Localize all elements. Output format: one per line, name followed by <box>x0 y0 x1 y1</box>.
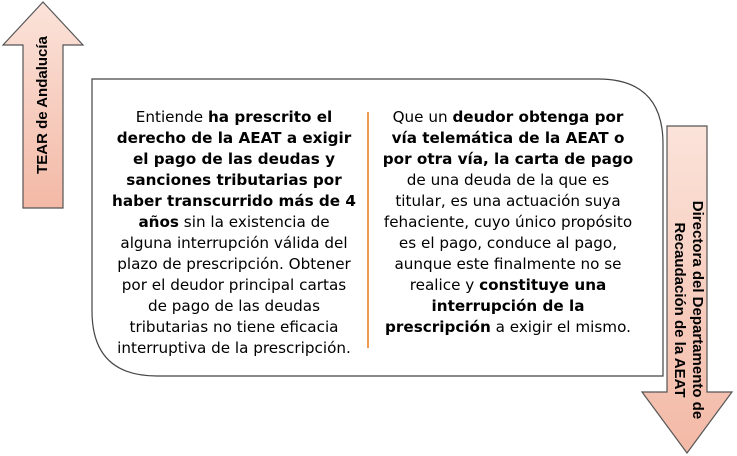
right-text-part1: Que un <box>392 108 453 126</box>
left-text-bold1: ha prescrito el derecho de la AEAT a exigir el pago de las deudas y sanciones tributarias por haber transcurrido más de 4 años <box>112 108 356 231</box>
right-arrow-line2: Recaudación de la AEAT <box>671 222 688 398</box>
right-text-part2: de una deuda de la que es titular, es una actuación suya fehaciente, cuyo único propósito es el pago, conduce al pago, aunque este finalmente no se realice y <box>383 171 633 294</box>
right-text-bold1: deudor obtenga por vía telemática de la AEAT o por otra vía, la carta de pago <box>382 108 634 168</box>
right-arrow-text <box>670 201 706 419</box>
right-column-text <box>380 107 636 338</box>
right-text-part3: a exigir el mismo. <box>490 318 631 336</box>
left-text-part2: sin la existencia de alguna interrupción válida del plazo de prescripción. Obtener por el deudor principal cartas de pago de las deudas tributarias no tiene eficacia interruptiva de la prescripción. <box>117 213 351 357</box>
right-text-bold2: constituye una interrupción de la prescripción <box>385 276 607 336</box>
left-text-part1: Entiende <box>135 108 208 126</box>
left-arrow-text: TEAR de Andalucía <box>34 36 51 174</box>
left-column-text <box>112 107 356 359</box>
right-arrow-line1: Directora del Departamento de <box>689 200 706 420</box>
